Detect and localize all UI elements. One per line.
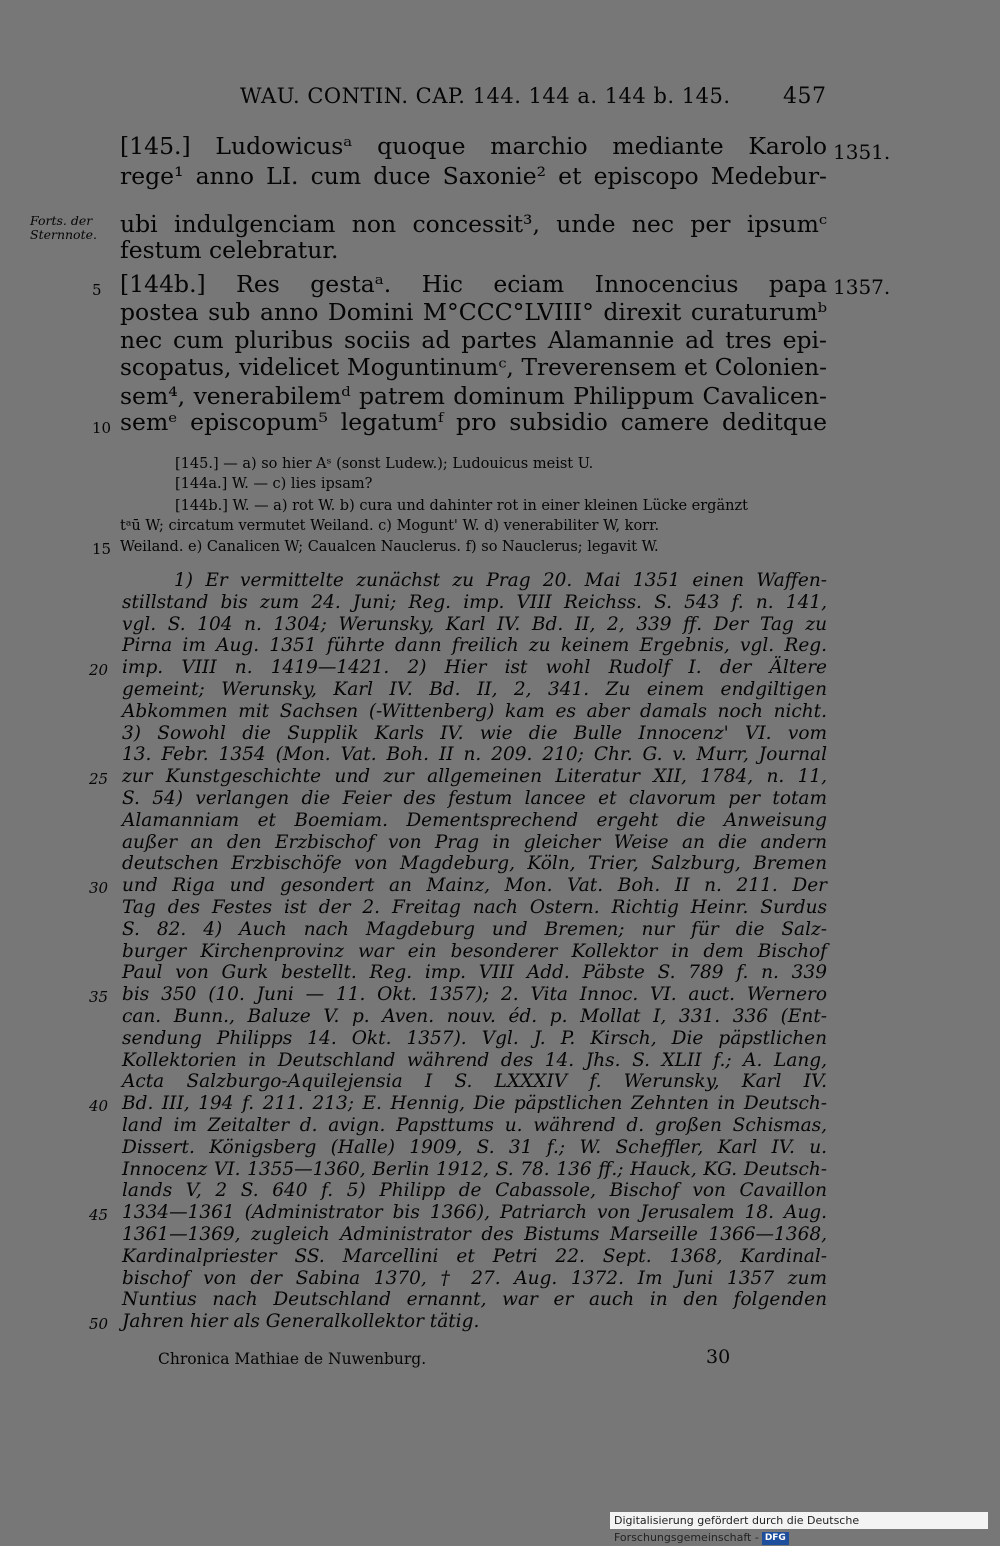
footnote-line: can. Bunn., Baluze V. p. Aven. nouv. éd. p. Mollat I, 331. 336 (Ent-	[122, 1006, 827, 1027]
signature-title: Chronica Mathiae de Nuwenburg.	[158, 1350, 427, 1368]
apparatus-line: Weiland. e) Canalicen W; Caualcen Nauclerus. f) so Nauclerus; legavit W.	[120, 539, 659, 555]
footnote-line: S. 82. 4) Auch nach Magdeburg und Bremen; nur für die Salz-	[122, 919, 827, 940]
footnote-line: 3) Sowohl die Supplik Karls IV. wie die Bulle Innocenz' VI. vom	[122, 723, 827, 744]
dfg-logo-icon: DFG	[762, 1532, 789, 1545]
dfg-banner-text: Digitalisierung gefördert durch die Deutsche Forschungsgemeinschaft -	[614, 1514, 860, 1544]
footnote-line: zur Kunstgeschichte und zur allgemeinen Literatur XII, 1784, n. 11,	[122, 766, 827, 787]
footnote-line: land im Zeitalter d. avign. Papsttums u. während d. großen Schismas,	[122, 1115, 827, 1136]
apparatus-line: [144a.] W. — c) lies ipsam?	[175, 476, 373, 492]
main-text-line: [145.] Ludowicusᵃ quoque marchio mediante Karolo	[120, 132, 827, 160]
footnote-line: und Riga und gesondert an Mainz, Mon. Vat. Boh. II n. 211. Der	[122, 875, 827, 896]
main-text-line: nec cum pluribus sociis ad partes Alamannie ad tres epi-	[120, 326, 827, 354]
footnote-line: sendung Philipps 14. Okt. 1357). Vgl. J. P. Kirsch, Die päpstlichen	[122, 1028, 827, 1049]
footnote-line: gemeint; Werunsky, Karl IV. Bd. II, 2, 341. Zu einem endgiltigen	[122, 679, 827, 700]
line-number: 50	[89, 1315, 109, 1333]
footnote-line: Paul von Gurk bestellt. Reg. imp. VIII Add. Päbste S. 789 f. n. 339	[122, 962, 827, 983]
apparatus-line: tᵃū W; circatum vermutet Weiland. c) Mogunt' W. d) venerabiliter W, korr.	[120, 518, 660, 534]
line-number: 5	[92, 281, 102, 299]
footnote-line: bis 350 (10. Juni — 11. Okt. 1357); 2. Vita Innoc. VI. auct. Wernero	[122, 984, 827, 1005]
side-note-line1: Forts. der	[30, 213, 93, 228]
footnote-line: vgl. S. 104 n. 1304; Werunsky, Karl IV. Bd. II, 2, 339 ff. Der Tag zu	[122, 614, 827, 635]
footnote-line: Abkommen mit Sachsen (-Wittenberg) kam es aber damals noch nicht.	[122, 701, 827, 722]
main-text-line: semᵉ episcopum⁵ legatumᶠ pro subsidio camere deditque	[120, 408, 827, 436]
main-text-line: [144b.] Res gestaᵃ. Hic eciam Innocencius papa	[120, 270, 827, 298]
footnote-line: stillstand bis zum 24. Juni; Reg. imp. VIII Reichss. S. 543 f. n. 141,	[122, 592, 827, 613]
footnote-line: Nuntius nach Deutschland ernannt, war er auch in den folgenden	[122, 1289, 827, 1310]
footnote-line: 13. Febr. 1354 (Mon. Vat. Boh. II n. 209. 210; Chr. G. v. Murr, Journal	[122, 744, 827, 765]
footnote-line: Tag des Festes ist der 2. Freitag nach Ostern. Richtig Heinr. Surdus	[122, 897, 827, 918]
line-number: 40	[89, 1097, 109, 1115]
line-number: 25	[89, 770, 109, 788]
line-number: 10	[92, 419, 112, 437]
footnote-line: 1) Er vermittelte zunächst zu Prag 20. Mai 1351 einen Waffen-	[174, 570, 827, 591]
footnote-line: Dissert. Königsberg (Halle) 1909, S. 31 f.; W. Scheffler, Karl IV. u.	[122, 1137, 827, 1158]
footnote-line: 1361—1369, zugleich Administrator des Bistums Marseille 1366—1368,	[122, 1224, 827, 1245]
footnote-line: bischof von der Sabina 1370, † 27. Aug. 1372. Im Juni 1357 zum	[122, 1268, 827, 1289]
side-note-line2: Sternnote.	[30, 227, 97, 242]
footnote-line: Kollektorien in Deutschland während des 14. Jhs. S. XLII f.; A. Lang,	[122, 1050, 827, 1071]
footnote-line: imp. VIII n. 1419—1421. 2) Hier ist wohl Rudolf I. der Ältere	[122, 657, 827, 678]
main-text-line: ubi indulgenciam non concessit³, unde nec per ipsumᶜ	[120, 210, 827, 238]
main-text-line: rege¹ anno LI. cum duce Saxonie² et episcopo Medebur-	[120, 162, 827, 190]
main-text-line: sem⁴, venerabilemᵈ patrem dominum Philippum Cavalicen-	[120, 382, 827, 410]
apparatus-line: [144b.] W. — a) rot W. b) cura und dahinter rot in einer kleinen Lücke ergänzt	[175, 498, 748, 514]
line-number: 15	[92, 540, 112, 558]
main-text-line: scopatus, videlicet Moguntinumᶜ, Treverensem et Colonien-	[120, 354, 827, 381]
footnote-line: außer an den Erzbischof von Prag in gleicher Weise an die andern	[122, 832, 827, 853]
line-number: 30	[89, 879, 109, 897]
footnote-line: Jahren hier als Generalkollektor tätig.	[122, 1311, 480, 1332]
apparatus-line: [145.] — a) so hier Aˢ (sonst Ludew.); Ludouicus meist U.	[175, 456, 594, 472]
footnote-line: Pirna im Aug. 1351 führte dann freilich zu keinem Ergebnis, vgl. Reg.	[122, 635, 827, 656]
footnote-line: Innocenz VI. 1355—1360, Berlin 1912, S. 78. 136 ff.; Hauck, KG. Deutsch-	[122, 1159, 827, 1180]
footnote-line: 1334—1361 (Administrator bis 1366), Patriarch von Jerusalem 18. Aug.	[122, 1202, 827, 1223]
running-title: WAU. CONTIN. CAP. 144. 144 a. 144 b. 145.	[240, 84, 731, 108]
footnote-line: burger Kirchenprovinz war ein besonderer Kollektor in dem Bischof	[122, 941, 827, 962]
dfg-banner	[610, 1512, 988, 1544]
footnote-line: deutschen Erzbischöfe von Magdeburg, Köln, Trier, Salzburg, Bremen	[122, 853, 827, 874]
margin-year-1351: 1351.	[833, 140, 891, 164]
footnote-line: Alamanniam et Boemiam. Dementsprechend ergeht die Anweisung	[122, 810, 827, 831]
footnote-line: S. 54) verlangen die Feier des festum lancee et clavorum per totam	[122, 788, 827, 809]
footnote-line: lands V, 2 S. 640 f. 5) Philipp de Cabassole, Bischof von Cavaillon	[122, 1180, 827, 1201]
main-text-line: festum celebratur.	[120, 236, 339, 264]
line-number: 20	[89, 661, 109, 679]
page-number: 457	[783, 84, 827, 109]
line-number: 35	[89, 988, 109, 1006]
margin-year-1357: 1357.	[833, 275, 891, 299]
main-text-line: postea sub anno Domini M°CCC°LVIII° direxit curaturumᵇ	[120, 298, 827, 326]
signature-number: 30	[706, 1346, 731, 1368]
footnote-line: Acta Salzburgo-Aquilejensia I S. LXXXIV f. Werunsky, Karl IV.	[122, 1071, 827, 1092]
footnote-line: Bd. III, 194 f. 211. 213; E. Hennig, Die päpstlichen Zehnten in Deutsch-	[122, 1093, 827, 1114]
line-number: 45	[89, 1206, 109, 1224]
footnote-line: Kardinalpriester SS. Marcellini et Petri 22. Sept. 1368, Kardinal-	[122, 1246, 827, 1267]
